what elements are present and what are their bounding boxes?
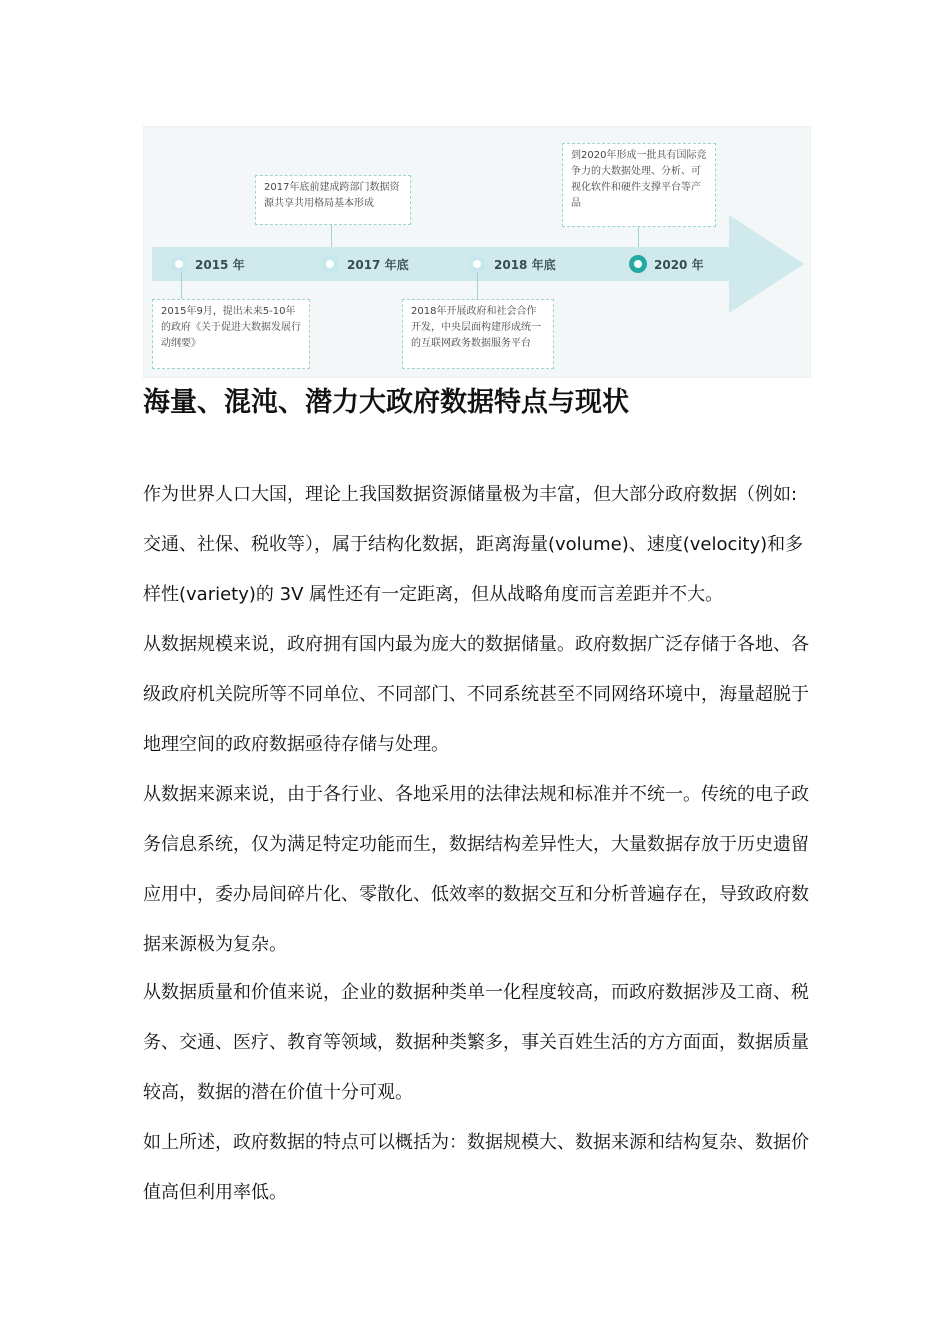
milestone-dot-2015 [170,255,188,273]
paragraph-summary: 如上所述，政府数据的特点可以概括为：数据规模大、数据来源和结构复杂、数据价值高但利用率低。 [143,1132,809,1203]
note-2017: 2017年底前建成跨部门数据资源共享共用格局基本形成 [255,175,411,225]
article-title: 海量、混沌、潜力大政府数据特点与现状 [143,387,629,418]
paragraph-intro: 作为世界人口大国，理论上我国数据资源储量极为丰富，但大部分政府数据（例如: 交通、社保、税收等），属于结构化数据，距离海量(volume)、速度(velocity)和多样性(variety)的 3V 属性还有一定距离，但从战略角度而言差距并不大。 [143,484,804,605]
connector-2018 [477,272,478,300]
paragraph-scale: 从数据规模来说，政府拥有国内最为庞大的数据储量。政府数据广泛存储于各地、各级政府机关院所等不同单位、不同部门、不同系统甚至不同网络环境中，海量超脱于地理空间的政府数据亟待存储与处理。 [143,634,809,755]
note-2020: 到2020年形成一批具有国际竞争力的大数据处理、分析、可视化软件和硬件支撑平台等产品 [562,143,716,227]
milestone-dot-2017 [321,255,339,273]
milestone-dot-2020 [629,255,647,273]
connector-2017 [331,225,332,247]
paragraph-sources: 从数据来源来说，由于各行业、各地采用的法律法规和标准并不统一。传统的电子政务信息系统，仅为满足特定功能而生，数据结构差异性大，大量数据存放于历史遗留应用中，委办局间碎片化、零散化、低效率的数据交互和分析普遍存在，导致政府数据来源极为复杂。 [143,784,809,955]
paragraph-quality: 从数据质量和价值来说，企业的数据种类单一化程度较高，而政府数据涉及工商、税务、交通、医疗、教育等领域，数据种类繁多，事关百姓生活的方方面面，数据质量较高，数据的潜在价值十分可观。 [143,982,809,1103]
connector-2020 [638,225,639,247]
milestone-label-2020: 2020 年 [654,258,704,272]
note-2018: 2018年开展政府和社会合作开发，中央层面构建形成统一的互联网政务数据服务平台 [402,299,554,369]
connector-2015 [181,272,182,300]
milestone-label-2017: 2017 年底 [347,258,409,272]
milestone-label-2018: 2018 年底 [494,258,556,272]
milestone-dot-2018 [468,255,486,273]
policy-timeline-figure [143,126,811,378]
milestone-label-2015: 2015 年 [195,258,245,272]
note-2015: 2015年9月，提出未来5-10年的政府《关于促进大数据发展行动纲要》 [152,299,310,369]
